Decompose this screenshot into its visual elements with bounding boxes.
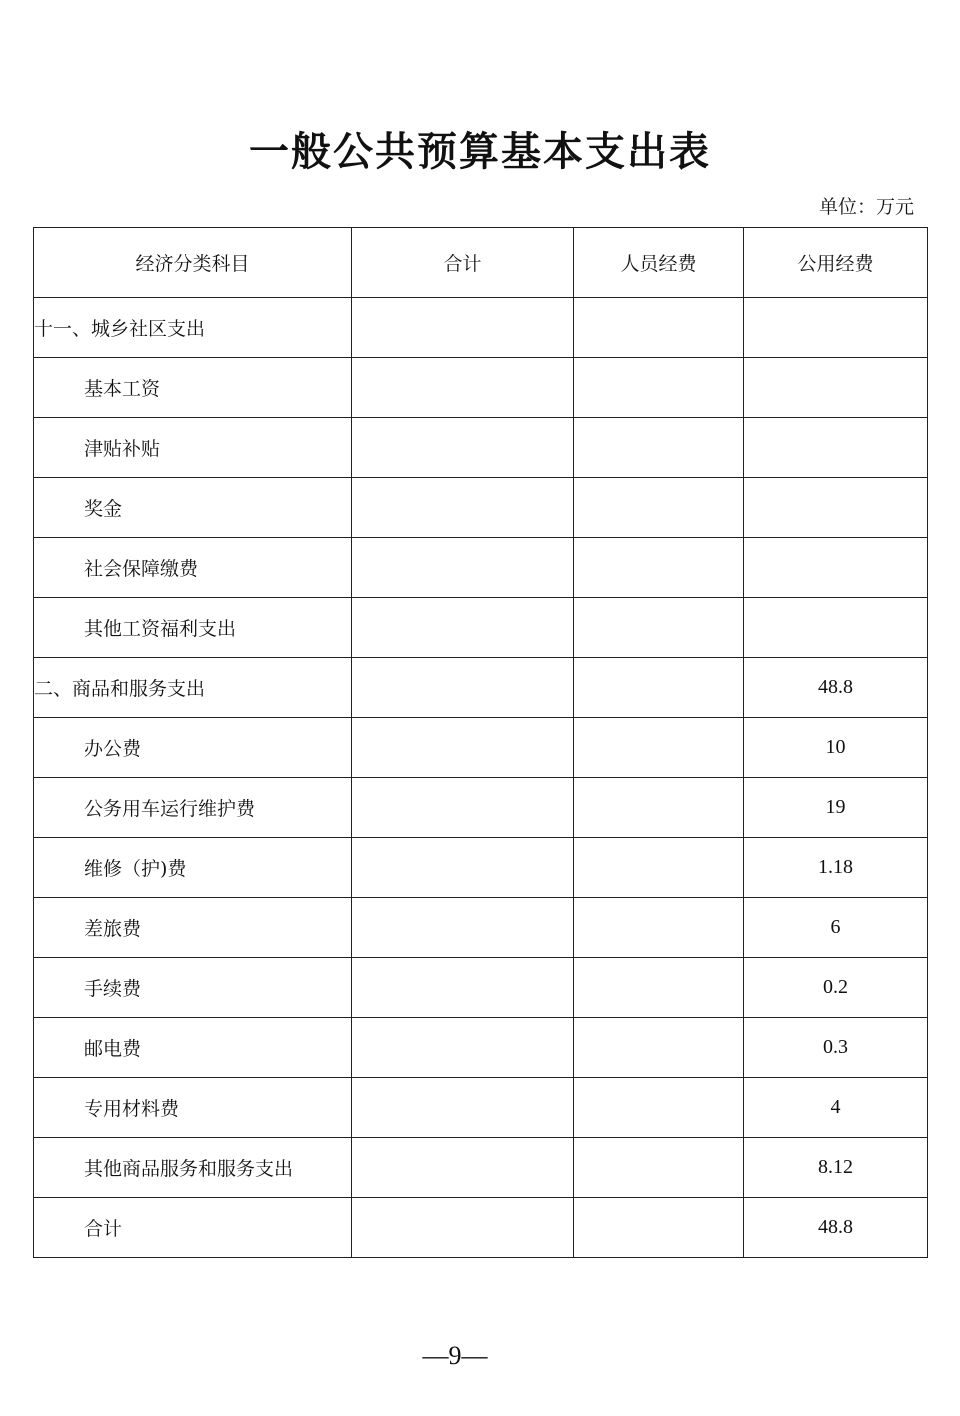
header-category: 经济分类科目 — [34, 228, 352, 298]
row-staff — [574, 1198, 744, 1258]
row-public: 8.12 — [744, 1138, 928, 1198]
row-total — [352, 1138, 574, 1198]
row-public: 10 — [744, 718, 928, 778]
row-public: 0.2 — [744, 958, 928, 1018]
row-total — [352, 598, 574, 658]
row-total — [352, 838, 574, 898]
row-total — [352, 778, 574, 838]
row-total — [352, 718, 574, 778]
table-row — [34, 718, 928, 778]
row-public — [744, 478, 928, 538]
table-row — [34, 358, 928, 418]
table-header-row — [34, 228, 928, 298]
row-total — [352, 298, 574, 358]
table-row — [34, 298, 928, 358]
row-total — [352, 958, 574, 1018]
header-total: 合计 — [352, 228, 574, 298]
row-public — [744, 598, 928, 658]
row-name: 维修（护)费 — [34, 838, 352, 898]
table-row — [34, 838, 928, 898]
row-total — [352, 538, 574, 598]
unit-label: 单位：万元 — [818, 196, 914, 218]
row-name: 奖金 — [34, 478, 352, 538]
table-row — [34, 1138, 928, 1198]
row-name: 其他工资福利支出 — [34, 598, 352, 658]
row-public — [744, 358, 928, 418]
row-total — [352, 1078, 574, 1138]
header-public-cost: 公用经费 — [744, 228, 928, 298]
row-staff — [574, 358, 744, 418]
row-staff — [574, 838, 744, 898]
table-row — [34, 958, 928, 1018]
budget-table — [33, 227, 928, 1258]
row-name: 社会保障缴费 — [34, 538, 352, 598]
row-staff — [574, 598, 744, 658]
row-public: 6 — [744, 898, 928, 958]
header-staff-cost: 人员经费 — [574, 228, 744, 298]
row-name: 办公费 — [34, 718, 352, 778]
row-public: 19 — [744, 778, 928, 838]
row-public: 4 — [744, 1078, 928, 1138]
row-name: 其他商品服务和服务支出 — [34, 1138, 352, 1198]
row-staff — [574, 478, 744, 538]
row-public: 48.8 — [744, 1198, 928, 1258]
row-staff — [574, 1138, 744, 1198]
page-number: —9— — [422, 1341, 488, 1370]
table-row-total — [34, 1198, 928, 1258]
row-public — [744, 418, 928, 478]
row-staff — [574, 778, 744, 838]
row-total — [352, 658, 574, 718]
table-row — [34, 658, 928, 718]
table-body — [34, 298, 928, 1258]
table-row — [34, 478, 928, 538]
row-name: 十一、城乡社区支出 — [34, 298, 352, 358]
row-public: 1.18 — [744, 838, 928, 898]
row-name: 合计 — [34, 1198, 352, 1258]
row-staff — [574, 1078, 744, 1138]
row-staff — [574, 1018, 744, 1078]
row-staff — [574, 958, 744, 1018]
row-total — [352, 418, 574, 478]
row-total — [352, 358, 574, 418]
row-public: 0.3 — [744, 1018, 928, 1078]
table-row — [34, 778, 928, 838]
table-row — [34, 598, 928, 658]
row-public — [744, 538, 928, 598]
row-total — [352, 478, 574, 538]
table-row — [34, 1078, 928, 1138]
row-name: 基本工资 — [34, 358, 352, 418]
row-staff — [574, 298, 744, 358]
row-staff — [574, 898, 744, 958]
row-name: 差旅费 — [34, 898, 352, 958]
row-public — [744, 298, 928, 358]
row-total — [352, 1198, 574, 1258]
row-name: 津贴补贴 — [34, 418, 352, 478]
row-name: 二、商品和服务支出 — [34, 658, 352, 718]
table-row — [34, 418, 928, 478]
row-name: 公务用车运行维护费 — [34, 778, 352, 838]
table-row — [34, 898, 928, 958]
row-name: 手续费 — [34, 958, 352, 1018]
row-public: 48.8 — [744, 658, 928, 718]
page-title: 一般公共预算基本支出表 — [249, 128, 711, 175]
row-total — [352, 1018, 574, 1078]
row-staff — [574, 538, 744, 598]
table-row — [34, 1018, 928, 1078]
table-row — [34, 538, 928, 598]
row-staff — [574, 418, 744, 478]
row-staff — [574, 718, 744, 778]
row-name: 邮电费 — [34, 1018, 352, 1078]
row-total — [352, 898, 574, 958]
row-staff — [574, 658, 744, 718]
row-name: 专用材料费 — [34, 1078, 352, 1138]
